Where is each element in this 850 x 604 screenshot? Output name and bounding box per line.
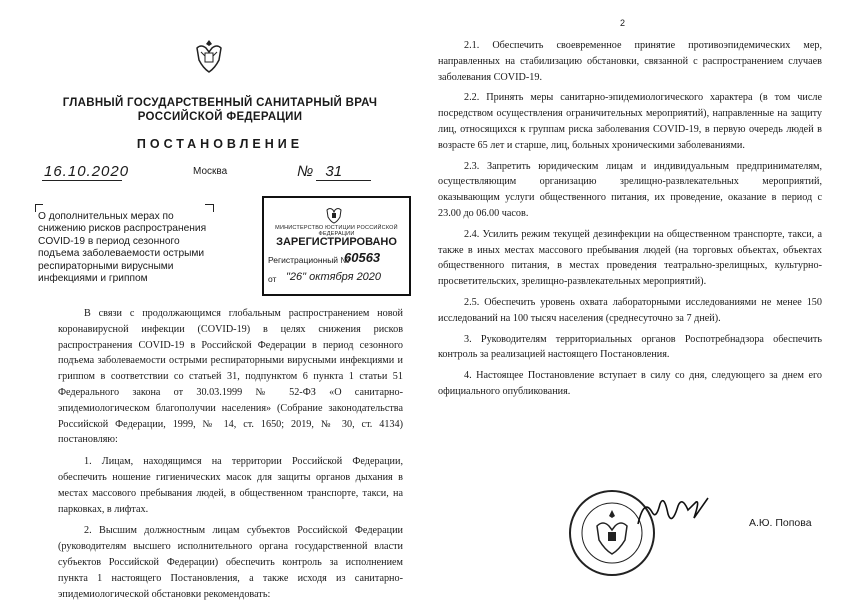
clause-2-3: 2.3. Запретить юридическим лицам и индивидуальным предпринимателям, осуществляющим организацию зрелищно-развлекательных мероприятий, оказывающим услуги общественного питания, их проведение, оказание в период с 23.00 до 06.00 часов.: [438, 160, 822, 219]
stamp-emblem-icon: [324, 204, 344, 224]
clause-2-2: 2.2. Принять меры санитарно-эпидемиологического характера (в том числе посредством осуществления ограничительных мероприятий), направленные на защиту лиц, относящихся к группам риска заболевания COVID-19, в первую очередь людей в возрасте 65 лет и старше, лиц, больных хроническими заболеваниями.: [438, 92, 822, 151]
subject-corner-right: [205, 204, 213, 205]
clause-1: 1. Лицам, находящимся на территории Российской Федерации, обеспечить ношение гигиенических масок для защиты органов дыхания в местах массового пребывания людей, в общественном транспорте, такси, на парковках, в лифтах.: [58, 456, 403, 515]
clause-2-5: 2.5. Обеспечить уровень охвата лабораторными исследованиями не менее 150 исследований на 100 тысяч населения (среднесуточно за 7 дней).: [438, 296, 822, 324]
subject-corner-right-v: [213, 204, 214, 212]
subject-corner-left-v: [35, 204, 36, 212]
registration-stamp: [262, 196, 411, 296]
stamp-reg-date: "26" октября 2020: [286, 271, 382, 283]
page-number: 2: [620, 18, 626, 28]
subject-corner-left: [35, 204, 43, 205]
authority-subtitle: РОССИЙСКОЙ ФЕДЕРАЦИИ: [137, 111, 303, 123]
clause-3: 3. Руководителям территориальных органов Роспотребнадзора обеспечить контроль за реализацией настоящего Постановления.: [438, 333, 822, 361]
document-city: Москва: [193, 166, 228, 177]
document-subject: О дополнительных мерах по снижению рисков распространения COVID-19 в период сезонного подъема заболеваемости острыми респираторными вирусными инфекциями и гриппом: [38, 211, 207, 285]
clause-2: 2. Высшим должностным лицам субъектов Российской Федерации (руководителям высшего исполнительного органа государственной власти субъектов Российской Федерации) обеспечить контроль за исполнением пункта 1 настоящего Постановления, а также исходя из санитарно-эпидемиологической обстановки рекомендовать:: [58, 525, 403, 600]
date-underline: [42, 180, 122, 181]
left-column: [58, 306, 403, 602]
document-type: ПОСТАНОВЛЕНИЕ: [136, 137, 304, 151]
preamble-paragraph: В связи с продолжающимся глобальным распространением новой коронавирусной инфекции (COVID-19) в целях снижения рисков распространения COVID-19 в Российской Федерации в период сезонного подъема заболеваемости острыми респираторными вирусными инфекциями и гриппом в соответствии со статьей 31, подпунктом 6 пункта 1 статьи 51 Федерального закона от 30.03.1999 № 52-ФЗ «О санитарно-эпидемиологическом благополучии населения» (Собрание законодательства Российской Федерации, 1999, № 14, ст. 1650; 2019, № 30, ст. 4134) постановляю:: [58, 308, 403, 446]
signer-name: А.Ю. Попова: [749, 517, 812, 529]
clause-2-1: 2.1. Обеспечить своевременное принятие противоэпидемических мер, направленных на стабилизацию обстановки, связанной с распространением случаев заболевания COVID-19.: [438, 40, 822, 83]
right-column: [438, 38, 822, 400]
stamp-ministry: МИНИСТЕРСТВО ЮСТИЦИИ РОССИЙСКОЙ ФЕДЕРАЦИИ: [275, 225, 398, 237]
coat-of-arms-icon: [193, 38, 225, 74]
signature-icon: [634, 492, 714, 532]
stamp-from-label: от: [268, 274, 277, 284]
number-underline: [316, 180, 371, 181]
authority-title: ГЛАВНЫЙ ГОСУДАРСТВЕННЫЙ САНИТАРНЫЙ ВРАЧ: [62, 97, 378, 109]
stamp-title: ЗАРЕГИСТРИРОВАНО: [276, 236, 397, 248]
stamp-reg-number: 60563: [344, 250, 381, 265]
number-value: 31: [325, 163, 343, 180]
stamp-reg-label: Регистрационный №: [268, 255, 350, 265]
number-label: №: [297, 163, 314, 180]
document-date: 16.10.2020: [44, 163, 130, 180]
document-number: [297, 163, 342, 180]
clause-2-4: 2.4. Усилить режим текущей дезинфекции на общественном транспорте, такси, а также в иных местах массового пребывания людей (на торговых объектах, объектах общественного питания, в местах проведения театрально-зрелищных, культурно-просветительских, зрелищно-развлекательных мероприятий).: [438, 228, 822, 288]
clause-4: 4. Настоящее Постановление вступает в силу со дня, следующего за днем его официального опубликования.: [438, 370, 822, 397]
